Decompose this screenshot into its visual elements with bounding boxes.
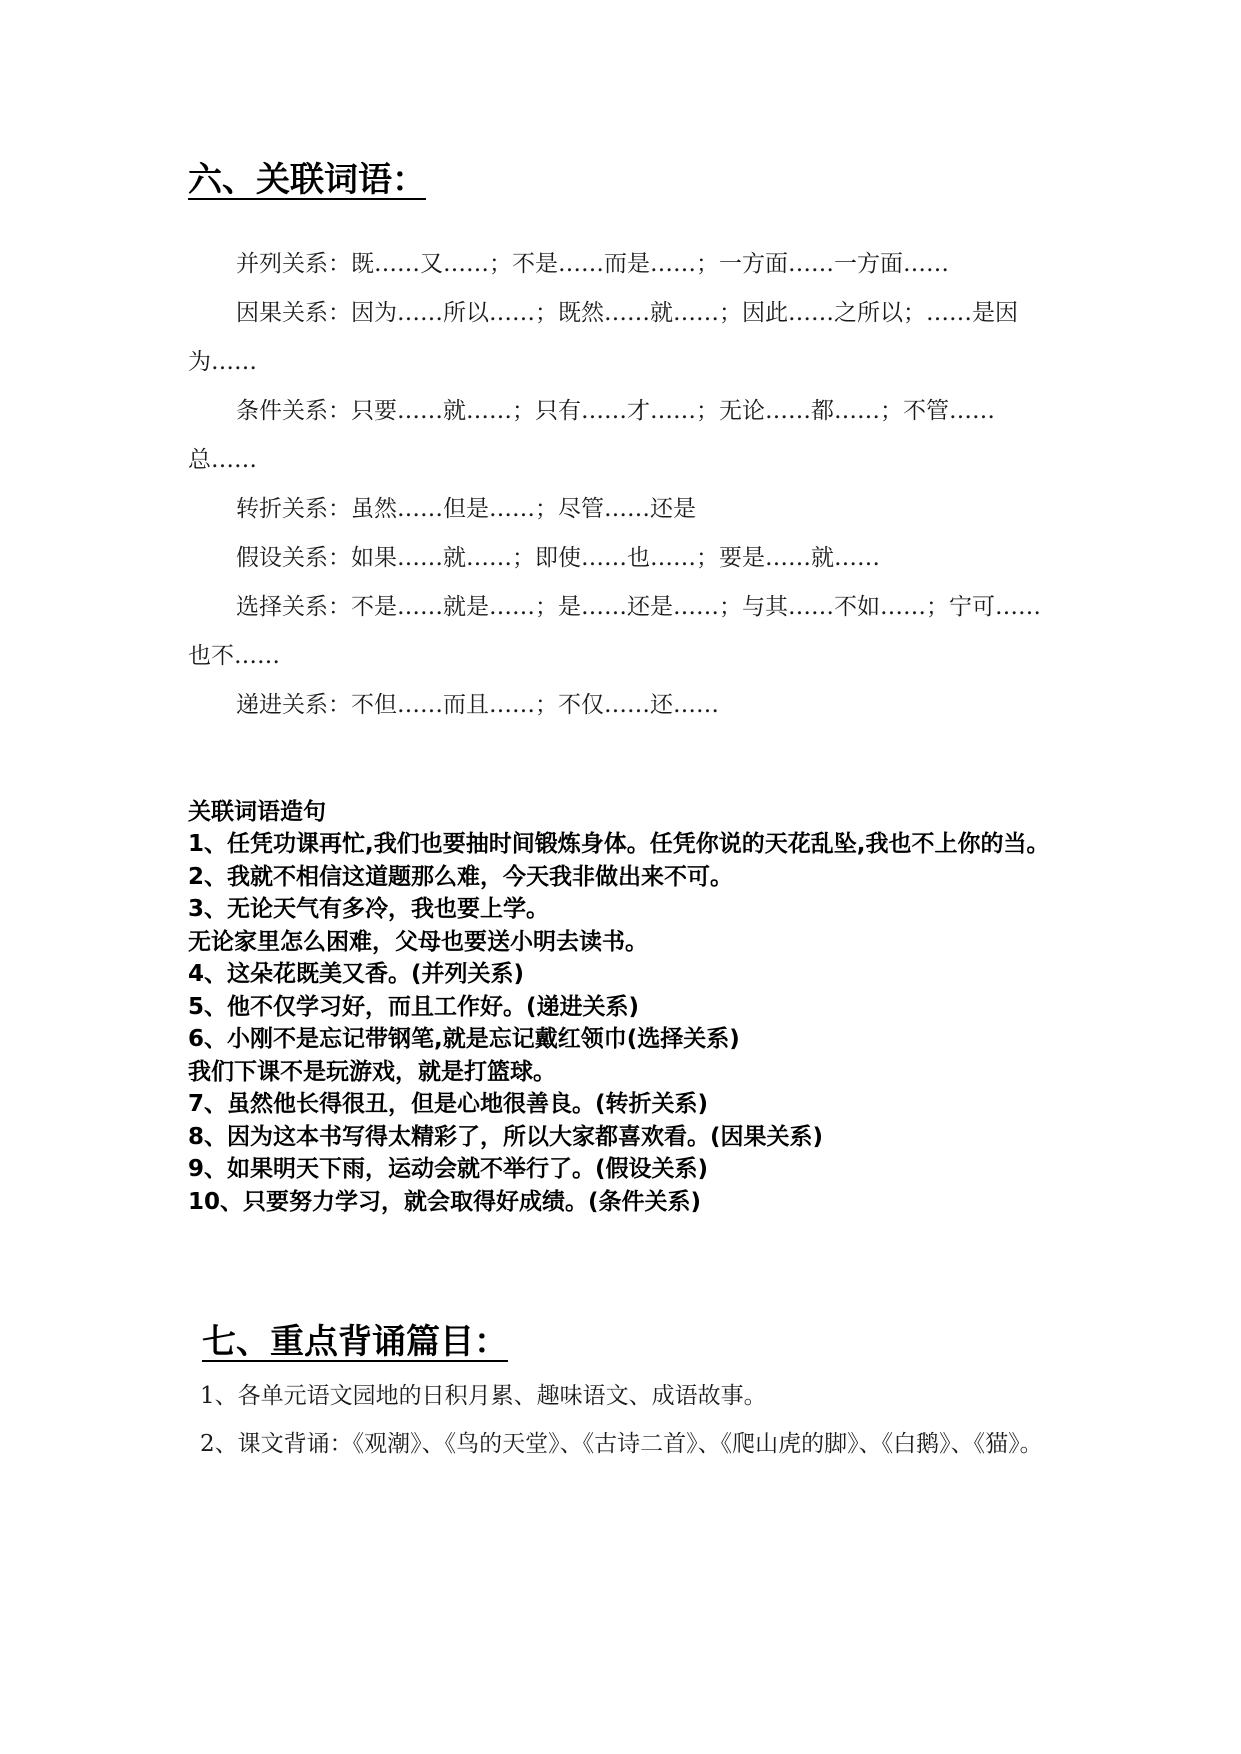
sentence-item: 2、我就不相信这道题那么难，今天我非做出来不可。	[188, 863, 734, 890]
sentence-item: 3、无论天气有多冷，我也要上学。	[188, 896, 550, 922]
sentence-item: 5、他不仅学习好，而且工作好。(递进关系)	[188, 993, 640, 1020]
sentence-item: 4、这朵花既美又香。(并列关系)	[188, 961, 525, 987]
sentence-item: 无论家里怎么困难，父母也要送小明去读书。	[188, 928, 648, 955]
sentence-examples	[188, 796, 1068, 1218]
relation-item-hypothetical: 假设关系：如果……就……；即使……也……；要是……就……	[236, 545, 880, 571]
sentence-item: 7、虽然他长得很丑，但是心地很善良。(转折关系)	[188, 1091, 709, 1117]
sentence-item: 9、如果明天下雨，运动会就不举行了。(假设关系)	[188, 1156, 709, 1182]
sentence-item: 6、小刚不是忘记带钢笔,就是忘记戴红领巾(选择关系)	[188, 1026, 740, 1052]
sentence-item: 8、因为这本书写得太精彩了，所以大家都喜欢看。(因果关系)	[188, 1123, 824, 1150]
relation-list	[188, 240, 1060, 730]
sentence-item: 10、只要努力学习，就会取得好成绩。(条件关系)	[188, 1188, 702, 1215]
sentence-examples-title: 关联词语造句	[188, 799, 326, 825]
sentence-item: 我们下课不是玩游戏，就是打篮球。	[188, 1058, 556, 1085]
sentence-list	[188, 828, 1068, 1218]
relation-item-adversative: 转折关系：虽然……但是……；尽管……还是	[236, 496, 696, 522]
relation-item-alternative: 选择关系：不是……就是……；是……还是……；与其……不如……；宁可……也不……	[188, 594, 1041, 669]
relation-item-progressive: 递进关系：不但……而且……；不仅……还……	[236, 692, 719, 718]
section-heading-connectives: 六、关联词语：	[188, 160, 426, 200]
relation-item-parallel: 并列关系：既……又……；不是……而是……；一方面……一方面……	[236, 251, 949, 277]
sentence-item: 1、任凭功课再忙,我们也要抽时间锻炼身体。任凭你说的天花乱坠,我也不上你的当。	[188, 831, 1050, 857]
recitation-item: 2、课文背诵：《观潮》、《鸟的天堂》、《古诗二首》、《爬山虎的脚》、《白鹅》、《猫》。	[200, 1431, 1043, 1457]
section-heading-recitation: 七、重点背诵篇目：	[202, 1322, 508, 1362]
recitation-list	[188, 1372, 1058, 1468]
relation-item-conditional: 条件关系：只要……就……；只有……才……；无论……都……；不管……总……	[188, 398, 995, 473]
recitation-item: 1、各单元语文园地的日积月累、趣味语文、成语故事。	[200, 1383, 767, 1409]
relation-item-causal: 因果关系：因为……所以……；既然……就……；因此……之所以；……是因为……	[188, 300, 1018, 375]
